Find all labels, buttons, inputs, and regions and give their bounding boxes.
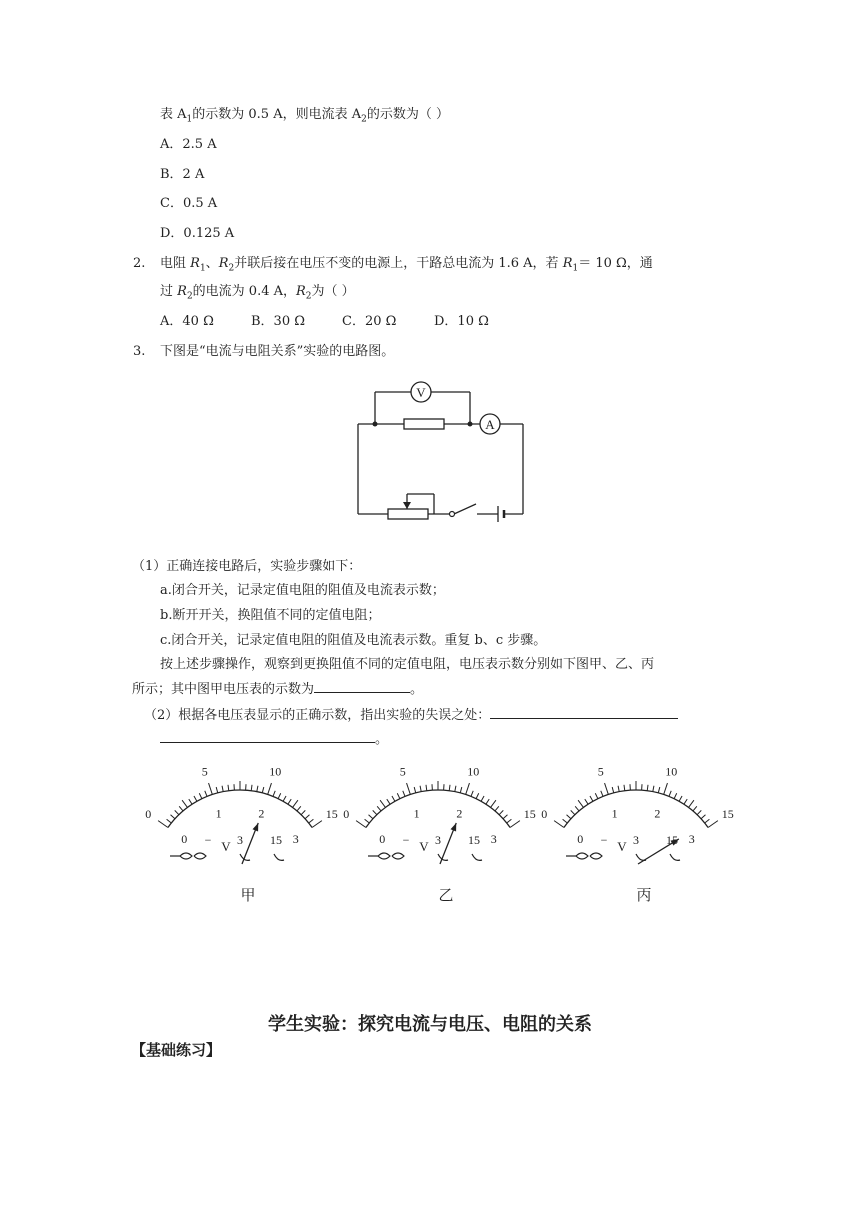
- scale-tick: [455, 786, 456, 792]
- voltmeter-figures: [145, 750, 770, 910]
- scale-tick: [209, 783, 213, 794]
- q2-option-b[interactable]: B．30 Ω: [251, 314, 306, 329]
- q2-stem-line2: 过 $R_2$的电流为 0.4 A，$R_2$为（ ）: [160, 284, 355, 302]
- scale-tick: [194, 796, 197, 801]
- scale-tick: [674, 793, 677, 798]
- terminal-label: 3: [237, 833, 243, 847]
- terminal-label: −: [204, 833, 212, 847]
- scale-tick: [658, 787, 660, 793]
- scale-tick: [293, 800, 298, 807]
- scale-tick: [585, 799, 588, 804]
- terminal-knob-negative: [378, 853, 404, 859]
- scale-tick: [449, 785, 450, 791]
- q3-part1-heading: （1）正确连接电路后，实验步骤如下：: [132, 559, 362, 574]
- scale-tick: [486, 799, 489, 804]
- scale-label-15v: 15: [523, 806, 536, 821]
- scale-label-3v: 2: [456, 806, 463, 821]
- scale-tick: [403, 791, 405, 797]
- scale-tick: [708, 821, 718, 828]
- scale-label-15v: 10: [665, 764, 678, 779]
- terminal-knob-15v: [472, 854, 482, 860]
- scale-tick: [653, 786, 654, 792]
- scale-tick: [407, 783, 411, 794]
- scale-tick: [624, 785, 625, 791]
- scale-label-3v: 2: [258, 806, 265, 821]
- q3-observation-line1: 按上述步骤操作，观察到更换阻值不同的定值电阻，电压表示数分别如下图甲、乙、丙: [160, 657, 655, 672]
- terminal-label: 3: [435, 833, 441, 847]
- scale-arc: [564, 790, 708, 828]
- scale-label-3v: 0: [577, 831, 584, 846]
- scale-tick: [297, 806, 301, 811]
- scale-tick: [387, 799, 390, 804]
- terminal-label: −: [402, 833, 410, 847]
- scale-label-3v: 3: [688, 831, 695, 846]
- q1-option-b[interactable]: B．2 A: [160, 167, 205, 182]
- terminal-label: −: [600, 833, 608, 847]
- scale-tick: [466, 783, 470, 794]
- scale-label-15v: 0: [541, 806, 548, 821]
- scale-arc: [366, 790, 510, 828]
- scale-tick: [476, 793, 479, 798]
- ammeter-label: A: [485, 417, 495, 432]
- needle-head: [451, 823, 457, 832]
- scale-tick: [612, 787, 614, 793]
- scale-tick: [251, 785, 252, 791]
- scale-tick: [697, 810, 701, 814]
- terminal-knob-15v: [274, 854, 284, 860]
- terminal-label: 15: [468, 833, 480, 847]
- scale-tick: [283, 796, 286, 801]
- scale-tick: [595, 793, 598, 798]
- voltmeter-label: V: [416, 385, 426, 400]
- scale-label-3v: 2: [654, 806, 661, 821]
- figure-caption: 丙: [636, 888, 652, 904]
- scale-tick: [693, 806, 697, 811]
- scale-tick: [563, 819, 568, 823]
- scale-tick: [301, 810, 305, 814]
- scale-tick: [397, 793, 400, 798]
- scale-tick: [182, 800, 187, 807]
- scale-label-3v: 1: [413, 806, 420, 821]
- terminal-knob-negative: [576, 853, 602, 859]
- scale-tick: [189, 799, 192, 804]
- scale-tick: [179, 806, 183, 811]
- q1-option-c[interactable]: C．0.5 A: [160, 196, 218, 211]
- scale-tick: [420, 786, 421, 792]
- terminal-label: 15: [666, 833, 678, 847]
- scale-tick: [305, 815, 309, 819]
- scale-tick: [312, 821, 322, 828]
- answer-blank-mistake-2[interactable]: [160, 728, 375, 743]
- q1-stem: 表 $A_1$的示数为 0.5 A，则电流表 $A_2$的示数为（ ）: [160, 107, 449, 125]
- voltmeter-face-3: [541, 765, 733, 904]
- scale-tick: [669, 791, 671, 797]
- scale-tick: [605, 783, 609, 794]
- scale-label-15v: 10: [467, 764, 480, 779]
- q2-option-a[interactable]: A．40 Ω: [160, 314, 214, 329]
- terminal-label: 3: [633, 833, 639, 847]
- q2-stem-line1: 电阻 $R_1$、$R_2$并联后接在电压不变的电源上，干路总电流为 1.6 A，若 $R_1= 10$ Ω，通: [160, 256, 653, 274]
- scale-tick: [288, 799, 291, 804]
- q2-option-d[interactable]: D．10 Ω: [434, 314, 489, 329]
- scale-tick: [618, 786, 619, 792]
- scale-label-15v: 0: [343, 806, 350, 821]
- scale-tick: [590, 796, 593, 801]
- scale-tick: [701, 815, 705, 819]
- scale-tick: [228, 785, 229, 791]
- q2-option-c[interactable]: C．20 Ω: [342, 314, 397, 329]
- scale-tick: [578, 800, 583, 807]
- scale-tick: [684, 799, 687, 804]
- scale-label-3v: 0: [181, 831, 188, 846]
- q3-part2: （2）根据各电压表显示的正确示数，指出实验的失误之处：: [144, 704, 678, 725]
- q1-option-a[interactable]: A．2.5 A: [160, 137, 217, 152]
- terminal-knob-negative: [180, 853, 206, 859]
- scale-arc: [168, 790, 312, 828]
- scale-tick: [262, 787, 264, 793]
- scale-tick: [647, 785, 648, 791]
- scale-tick: [377, 806, 381, 811]
- scale-tick: [554, 821, 564, 828]
- answer-blank-reading[interactable]: [314, 678, 410, 693]
- unit-label: V: [419, 839, 429, 854]
- scale-label-3v: 1: [215, 806, 222, 821]
- scale-tick: [503, 815, 507, 819]
- unit-label: V: [221, 839, 231, 854]
- scale-label-15v: 5: [201, 764, 208, 779]
- scale-tick: [356, 821, 366, 828]
- scale-tick: [309, 819, 314, 823]
- scale-tick: [481, 796, 484, 801]
- scale-tick: [664, 783, 668, 794]
- scale-tick: [571, 810, 575, 814]
- scale-tick: [460, 787, 462, 793]
- scale-tick: [426, 785, 427, 791]
- scale-tick: [471, 791, 473, 797]
- q3-step-c: c.闭合开关，记录定值电阻的阻值及电流表示数。重复 b、c 步骤。: [160, 633, 547, 648]
- q3-observation-line2: 所示；其中图甲电压表的示数为 。: [132, 678, 423, 699]
- scale-tick: [679, 796, 682, 801]
- q1-option-d[interactable]: D．0.125 A: [160, 226, 235, 241]
- scale-label-3v: 3: [292, 831, 299, 846]
- scale-tick: [507, 819, 512, 823]
- scale-label-15v: 0: [145, 806, 152, 821]
- scale-tick: [278, 793, 281, 798]
- answer-blank-mistake-1[interactable]: [490, 704, 678, 719]
- scale-tick: [510, 821, 520, 828]
- scale-label-3v: 0: [379, 831, 386, 846]
- scale-tick: [158, 821, 168, 828]
- scale-label-15v: 5: [597, 764, 604, 779]
- scale-tick: [491, 800, 496, 807]
- scale-tick: [414, 787, 416, 793]
- scale-tick: [499, 810, 503, 814]
- q3-step-b: b.断开开关，换阻值不同的定值电阻；: [160, 608, 381, 623]
- q3-intro: 下图是“电流与电阻关系”实验的电路图。: [160, 344, 395, 359]
- scale-tick: [689, 800, 694, 807]
- figure-caption: 甲: [240, 888, 256, 904]
- scale-tick: [575, 806, 579, 811]
- scale-tick: [175, 810, 179, 814]
- section-title: 学生实验：探究电流与电压、电阻的关系: [268, 1014, 592, 1035]
- voltmeter-face-1: [145, 765, 337, 904]
- circuit-diagram: [350, 376, 530, 526]
- scale-tick: [705, 819, 710, 823]
- q3-part2-line2: 。: [160, 728, 388, 749]
- scale-tick: [222, 786, 223, 792]
- scale-tick: [257, 786, 258, 792]
- scale-tick: [601, 791, 603, 797]
- terminal-label: 15: [270, 833, 282, 847]
- section-heading: 【基础练习】: [131, 1041, 222, 1059]
- scale-label-15v: 5: [399, 764, 406, 779]
- scale-label-3v: 1: [611, 806, 618, 821]
- unit-label: V: [617, 839, 627, 854]
- scale-tick: [373, 810, 377, 814]
- terminal-knob-15v: [670, 854, 680, 860]
- q2-number: 2.: [133, 256, 146, 271]
- scale-tick: [171, 815, 175, 819]
- scale-label-15v: 10: [269, 764, 282, 779]
- scale-tick: [495, 806, 499, 811]
- scale-tick: [268, 783, 272, 794]
- scale-tick: [199, 793, 202, 798]
- scale-tick: [392, 796, 395, 801]
- scale-tick: [167, 819, 172, 823]
- scale-label-15v: 15: [721, 806, 734, 821]
- scale-label-3v: 3: [490, 831, 497, 846]
- scale-tick: [369, 815, 373, 819]
- voltmeter-face-2: [343, 765, 535, 904]
- scale-tick: [216, 787, 218, 793]
- scale-tick: [365, 819, 370, 823]
- scale-tick: [205, 791, 207, 797]
- q3-step-a: a.闭合开关，记录定值电阻的阻值及电流表示数；: [160, 583, 445, 598]
- figure-caption: 乙: [438, 888, 454, 904]
- scale-tick: [273, 791, 275, 797]
- needle-head: [253, 823, 259, 832]
- scale-tick: [567, 815, 571, 819]
- q3-number: 3.: [133, 344, 146, 359]
- scale-tick: [380, 800, 385, 807]
- scale-label-15v: 15: [325, 806, 338, 821]
